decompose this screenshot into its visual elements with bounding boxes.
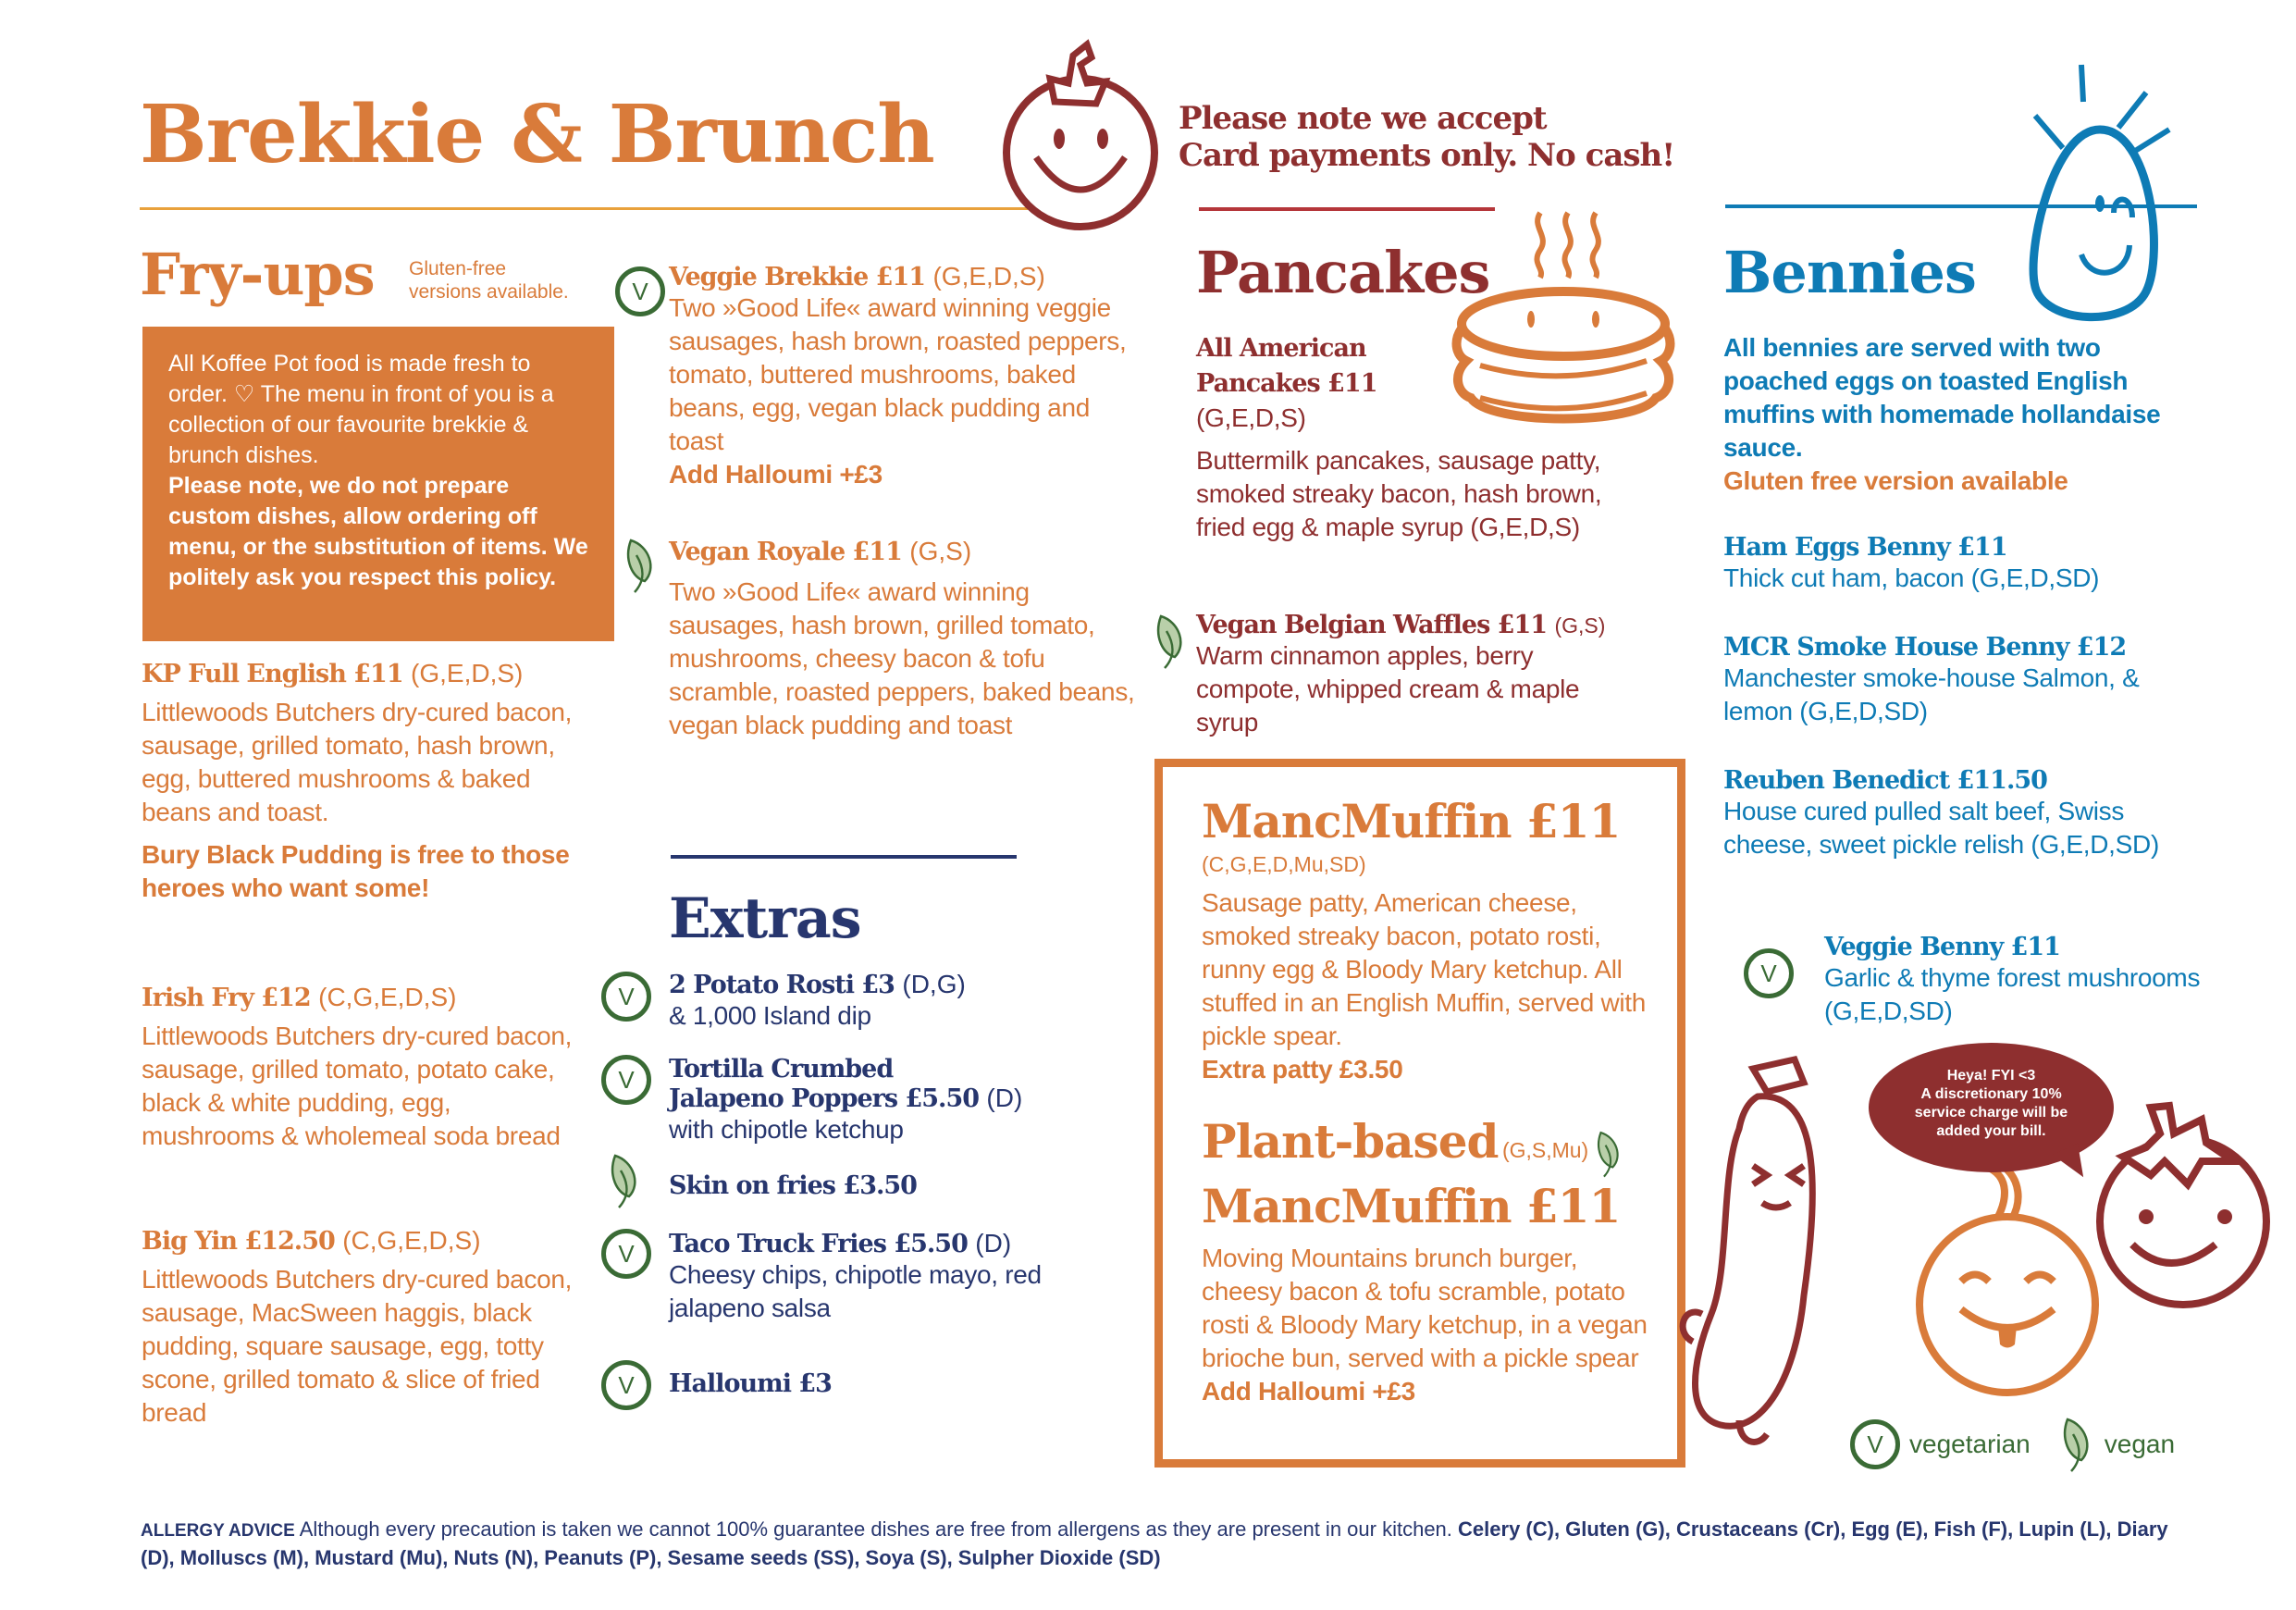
vegetarian-icon: V [601, 1055, 651, 1105]
item-description: Warm cinnamon apples, berry compote, whipped cream & maple syrup [1196, 641, 1580, 737]
bennies-intro-block [1723, 331, 2186, 498]
menu-item-vegan-royale [669, 537, 1150, 742]
extra-item-taco-truck-fries [669, 1229, 1076, 1325]
vegan-leaf-icon [1593, 1129, 1624, 1179]
item-description: Two »Good Life« award winning sausages, hash brown, grilled tomato, mushrooms, cheesy bacon & tofu scramble, roasted peppers, baked beans, vegan black pudding and toast [669, 577, 1135, 739]
item-extra: Add Halloumi +£3 [669, 460, 883, 489]
item-description: Buttermilk pancakes, sausage patty, smoked streaky bacon, hash brown, fried egg & maple syrup (G,E,D,S) [1196, 446, 1602, 541]
extra-item-jalapeno-poppers [669, 1055, 1131, 1146]
menu-item-ham-eggs-benny [1723, 533, 2204, 595]
gluten-note-line2: versions available. [409, 281, 569, 303]
info-box [142, 327, 614, 641]
vegetarian-icon: V [1744, 948, 1794, 998]
section-title-fryups: Fry-ups [140, 241, 375, 308]
vegan-leaf-icon [1152, 613, 1189, 670]
item-description: Manchester smoke-house Salmon, & lemon (G,E,D,SD) [1723, 663, 2140, 725]
item-name-line2: Jalapeno Poppers £5.50 (D) [669, 1084, 1023, 1113]
diet-legend [1850, 1416, 2175, 1473]
mancmuffin-allergens: (C,G,E,D,Mu,SD) [1202, 852, 1366, 876]
item-description: Littlewoods Butchers dry-cured bacon, sausage, grilled tomato, potato cake, black & white pudding, egg, mushrooms & wholemeal soda bread [142, 1022, 573, 1150]
sausage-character-icon [1665, 1055, 1841, 1462]
item-allergens: (G,E,D,S) [1196, 403, 1306, 432]
extra-item-halloumi: Halloumi £3 [669, 1369, 832, 1398]
item-name: KP Full English £11 (G,E,D,S) [142, 659, 524, 688]
extra-item-potato-rosti [669, 970, 1131, 1033]
vegetarian-icon: V [615, 266, 665, 316]
bennies-gluten-note: Gluten free version available [1723, 466, 2068, 495]
speech-bubble-line2: A discretionary 10% service charge will be added your bill. [1914, 1086, 2068, 1139]
menu-item-mcr-smoke-house-benny [1723, 633, 2186, 728]
item-description: House cured pulled salt beef, Swiss cheese, sweet pickle relish (G,E,D,SD) [1723, 797, 2159, 859]
item-description: & 1,000 Island dip [669, 1001, 871, 1030]
page-title: Brekkie & Brunch [140, 88, 934, 181]
item-name-line1: All American [1196, 334, 1366, 363]
speech-bubble-line1: Heya! FYI <3 [1946, 1068, 2036, 1084]
tomato-character-icon [2086, 1096, 2290, 1319]
vegan-leaf-icon [622, 537, 659, 594]
menu-item-veggie-benny [1824, 933, 2213, 1028]
menu-item-vegan-belgian-waffles [1196, 611, 1640, 739]
vegan-leaf-icon [606, 1152, 643, 1209]
item-name: 2 Potato Rosti £3 (D,G) [669, 970, 966, 999]
section-title-extras: Extras [669, 886, 861, 951]
item-description: Thick cut ham, bacon (G,E,D,SD) [1723, 564, 2100, 592]
item-name: Big Yin £12.50 (C,G,E,D,S) [142, 1226, 481, 1256]
gluten-free-note [409, 257, 569, 303]
vegetarian-icon: V [1850, 1419, 1900, 1469]
bennies-intro: All bennies are served with two poached eggs on toasted English muffins with homemade hollandaise sauce. [1723, 333, 2161, 462]
tomato-face-icon [999, 37, 1166, 236]
allergy-advice [141, 1516, 2194, 1571]
section-title-bennies: Bennies [1723, 239, 1976, 306]
vegetarian-icon: V [601, 1229, 651, 1279]
item-description: Two »Good Life« award winning veggie sausages, hash brown, roasted peppers, tomato, buttered mushrooms, baked beans, egg, vegan black pudding and toast [669, 293, 1127, 455]
vegetarian-icon: V [601, 1360, 651, 1410]
allergy-label: ALLERGY ADVICE [141, 1521, 295, 1541]
item-description: with chipotle ketchup [669, 1115, 904, 1144]
vegan-leaf-icon [2058, 1416, 2095, 1473]
info-policy: Please note, we do not prepare custom dishes, allow ordering off menu, or the substitution of items. We politely ask you respect this policy. [168, 473, 588, 590]
item-name: MCR Smoke House Benny £12 [1723, 633, 2127, 662]
legend-vegetarian-label: vegetarian [1909, 1430, 2031, 1458]
plant-title-line1: Plant-based [1202, 1114, 1499, 1169]
legend-vegan-label: vegan [2104, 1430, 2176, 1458]
payment-note-line2: Card payments only. No cash! [1179, 137, 1675, 174]
item-name: Vegan Belgian Waffles £11 (G,S) [1196, 611, 1606, 639]
item-description: Garlic & thyme forest mushrooms (G,E,D,SD) [1824, 963, 2201, 1025]
item-name-line1: Tortilla Crumbed [669, 1055, 894, 1084]
item-name: Ham Eggs Benny £11 [1723, 533, 2007, 562]
item-description: Littlewoods Butchers dry-cured bacon, sausage, grilled tomato, hash brown, egg, buttered mushrooms & baked beans and toast. [142, 698, 573, 826]
allergy-list: Celery (C), Gluten (G), Crustaceans (Cr), Egg (E), Fish (F), Lupin (L), Diary (D), Molluscs (M), Mustard (Mu), Nuts (N), Peanuts (P), Sesame seeds (SS), Soya (S), Sulpher Dioxide (SD) [141, 1517, 2168, 1569]
extra-item-skin-on-fries: Skin on fries £3.50 [669, 1171, 917, 1200]
item-name: Taco Truck Fries £5.50 (D) [669, 1229, 1012, 1258]
payment-note [1179, 100, 1674, 174]
item-name: Irish Fry £12 (C,G,E,D,S) [142, 983, 457, 1012]
item-name: Veggie Benny £11 [1824, 933, 2060, 961]
menu-item-big-yin [142, 1226, 576, 1430]
vegetarian-icon: V [601, 972, 651, 1022]
item-name-line2: Pancakes £11 [1196, 369, 1377, 398]
info-intro: All Koffee Pot food is made fresh to order. ♡ The menu in front of you is a collection of our favourite brekkie & brunch dishes. [168, 351, 554, 468]
plant-extra: Add Halloumi +£3 [1202, 1376, 1415, 1406]
menu-item-irish-fry [142, 983, 576, 1153]
mancmuffin-description: Sausage patty, American cheese, smoked streaky bacon, potato rosti, runny egg & Bloody Mary ketchup. All stuffed in an English Muffin, served with pickle spear. [1202, 888, 1647, 1050]
item-name: Reuben Benedict £11.50 [1723, 766, 2047, 795]
item-name: Veggie Brekkie £11 (G,E,D,S) [669, 262, 1045, 291]
gluten-note-line1: Gluten-free [409, 258, 507, 279]
item-name: Vegan Royale £11 (G,S) [669, 537, 972, 566]
menu-item-reuben-benedict [1723, 766, 2186, 861]
plant-title-line2: MancMuffin £11 [1202, 1178, 1621, 1233]
plant-allergens: (G,S,Mu) [1501, 1138, 1589, 1162]
mancmuffin-title: MancMuffin £11 [1202, 794, 1621, 848]
plant-description: Moving Mountains brunch burger, cheesy bacon & tofu scramble, potato rosti & Bloody Mary ketchup, in a vegan brioche bun, served with a pickle spear [1202, 1243, 1648, 1372]
extras-divider [671, 855, 1017, 859]
menu-item-all-american-pancakes [1196, 331, 1622, 544]
menu-item-veggie-brekkie [669, 262, 1141, 491]
menu-item-kp-full-english [142, 659, 576, 905]
item-description: Littlewoods Butchers dry-cured bacon, sausage, MacSween haggis, black pudding, square sausage, egg, totty scone, grilled tomato & slice of fried bread [142, 1265, 573, 1427]
item-description: Cheesy chips, chipotle mayo, red jalapeno salsa [669, 1260, 1042, 1322]
section-title-pancakes: Pancakes [1196, 239, 1490, 306]
egg-face-icon [1998, 56, 2220, 333]
title-divider [140, 207, 1028, 210]
mancmuffin-extra: Extra patty £3.50 [1202, 1055, 1403, 1084]
mancmuffin-box [1154, 759, 1685, 1468]
allergy-text: Although every precaution is taken we cannot 100% guarantee dishes are free from allergens as they are present in our kitchen. [299, 1517, 1452, 1541]
payment-note-line1: Please note we accept [1179, 100, 1547, 137]
black-pudding-note: Bury Black Pudding is free to those heroes who want some! [142, 840, 570, 902]
plant-mancmuffin-title-row [1202, 1114, 1677, 1179]
